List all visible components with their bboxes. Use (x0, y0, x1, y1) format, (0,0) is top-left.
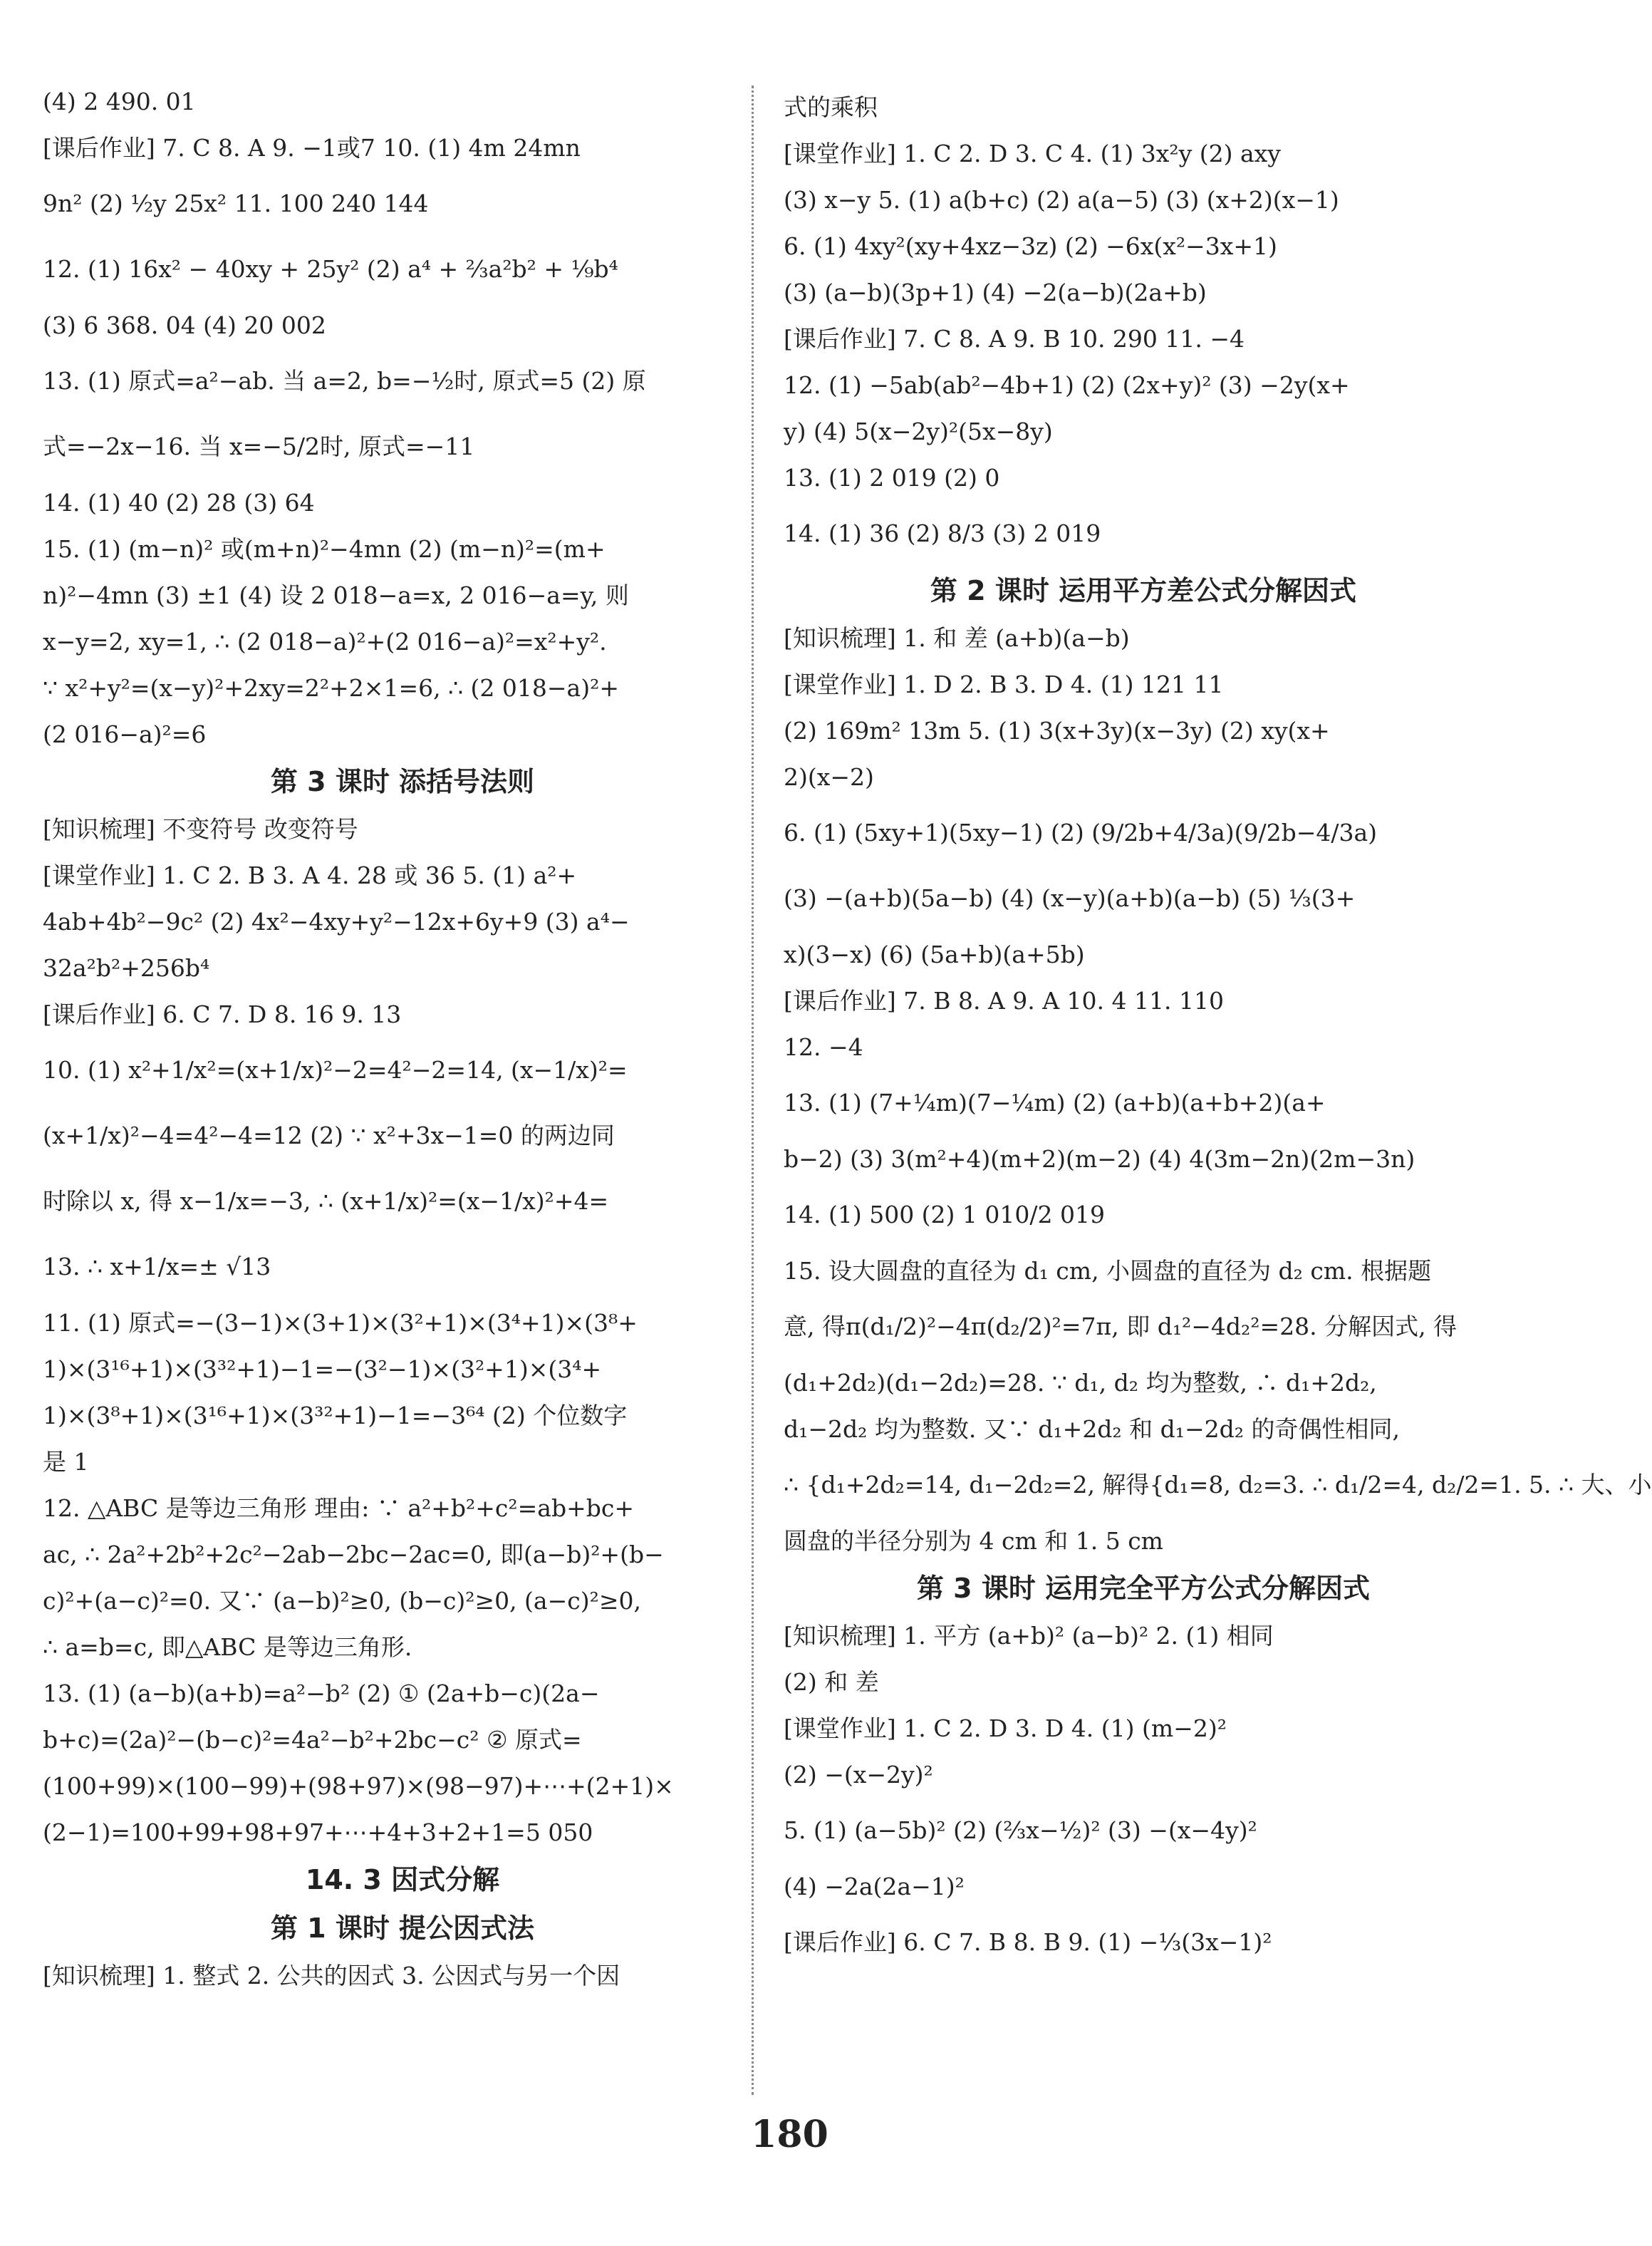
answer-line: 6. (1) (5xy+1)(5xy−1) (2) (9/2b+4/3a)(9/2b−4/3a) (784, 819, 1378, 847)
answer-line: 32a²b²+256b⁴ (43, 954, 210, 982)
answer-line: (2 016−a)²=6 (43, 720, 207, 748)
answer-line: (2) 169m² 13m 5. (1) 3(x+3y)(x−3y) (2) xy(x+ (784, 717, 1330, 745)
section-heading: 14. 3 因式分解 (305, 1864, 500, 1895)
answer-line: (x+1/x)²−4=4²−4=12 (2) ∵ x²+3x−1=0 的两边同 (43, 1122, 615, 1149)
answer-line: 1)×(3⁸+1)×(3¹⁶+1)×(3³²+1)−1=−3⁶⁴ (2) 个位数字 (43, 1402, 628, 1429)
answer-line: (3) x−y 5. (1) a(b+c) (2) a(a−5) (3) (x+2)(x−1) (784, 186, 1339, 214)
section-heading: 第 2 课时 运用平方差公式分解因式 (930, 575, 1357, 606)
answer-line: 13. (1) (a−b)(a+b)=a²−b² (2) ① (2a+b−c)(2a− (43, 1680, 600, 1707)
answer-line: 10. (1) x²+1/x²=(x+1/x)²−2=4²−2=14, (x−1/x)²= (43, 1056, 628, 1084)
answer-line: 13. (1) 2 019 (2) 0 (784, 464, 1000, 492)
answer-line: 12. (1) −5ab(ab²−4b+1) (2) (2x+y)² (3) −2y(x+ (784, 371, 1350, 399)
answer-line: (100+99)×(100−99)+(98+97)×(98−97)+⋯+(2+1)× (43, 1772, 674, 1800)
answer-line: ∵ x²+y²=(x−y)²+2xy=2²+2×1=6, ∴ (2 018−a)²+ (43, 674, 619, 702)
answer-line: 13. (1) (7+¼m)(7−¼m) (2) (a+b)(a+b+2)(a+ (784, 1089, 1326, 1117)
page-number: 180 (751, 2113, 828, 2156)
answer-line: (3) (a−b)(3p+1) (4) −2(a−b)(2a+b) (784, 279, 1207, 306)
answer-line: 时除以 x, 得 x−1/x=−3, ∴ (x+1/x)²=(x−1/x)²+4= (43, 1187, 609, 1215)
answer-line: [课堂作业] 1. D 2. B 3. D 4. (1) 121 11 (784, 671, 1224, 698)
answer-line: 意, 得π(d₁/2)²−4π(d₂/2)²=7π, 即 d₁²−4d₂²=28. 分解因式, 得 (784, 1313, 1458, 1340)
answer-line: [课堂作业] 1. C 2. B 3. A 4. 28 或 36 5. (1) a²+ (43, 861, 577, 889)
answer-line: 圆盘的半径分别为 4 cm 和 1. 5 cm (784, 1527, 1163, 1555)
answer-line: 14. (1) 40 (2) 28 (3) 64 (43, 489, 315, 517)
answer-line: ac, ∴ 2a²+2b²+2c²−2ab−2bc−2ac=0, 即(a−b)²+(b− (43, 1541, 664, 1568)
answer-line: (d₁+2d₂)(d₁−2d₂)=28. ∵ d₁, d₂ 均为整数, ∴ d₁+2d₂, (784, 1369, 1377, 1397)
answer-line: 12. △ABC 是等边三角形 理由: ∵ a²+b²+c²=ab+bc+ (43, 1494, 634, 1522)
answer-line: [知识梳理] 1. 和 差 (a+b)(a−b) (784, 624, 1130, 652)
right-column (784, 84, 1652, 1975)
answer-line: x)(3−x) (6) (5a+b)(a+5b) (784, 941, 1085, 968)
answer-line: x−y=2, xy=1, ∴ (2 018−a)²+(2 016−a)²=x²+y². (43, 628, 607, 656)
answer-line: 1)×(3¹⁶+1)×(3³²+1)−1=−(3²−1)×(3²+1)×(3⁴+ (43, 1355, 602, 1383)
answer-line: 12. −4 (784, 1033, 863, 1061)
answer-line: 13. ∴ x+1/x=± √13 (43, 1253, 271, 1280)
answer-line: d₁−2d₂ 均为整数. 又∵ d₁+2d₂ 和 d₁−2d₂ 的奇偶性相同, (784, 1415, 1400, 1443)
answer-line: [课后作业] 6. C 7. D 8. 16 9. 13 (43, 1000, 402, 1028)
answer-line: 15. (1) (m−n)² 或(m+n)²−4mn (2) (m−n)²=(m+ (43, 535, 606, 563)
answer-line: (2−1)=100+99+98+97+⋯+4+3+2+1=5 050 (43, 1818, 593, 1846)
answer-line: b−2) (3) 3(m²+4)(m+2)(m−2) (4) 4(3m−2n)(2m−3n) (784, 1145, 1415, 1173)
answer-line: (3) −(a+b)(5a−b) (4) (x−y)(a+b)(a−b) (5) ⅓(3+ (784, 884, 1356, 912)
answer-line: (4) 2 490. 01 (43, 88, 196, 115)
answer-line: 13. (1) 原式=a²−ab. 当 a=2, b=−½时, 原式=5 (2) 原 (43, 367, 646, 395)
answer-line: 12. (1) 16x² − 40xy + 25y² (2) a⁴ + ⅔a²b² + ⅑b⁴ (43, 255, 618, 283)
answer-line: 11. (1) 原式=−(3−1)×(3+1)×(3²+1)×(3⁴+1)×(3⁸+ (43, 1309, 638, 1337)
answer-line: 式的乘积 (784, 93, 878, 121)
answer-line: [课后作业] 7. C 8. A 9. B 10. 290 11. −4 (784, 325, 1245, 353)
section-heading: 第 3 课时 运用完全平方公式分解因式 (916, 1573, 1371, 1604)
answer-line: [课后作业] 6. C 7. B 8. B 9. (1) −⅓(3x−1)² (784, 1928, 1272, 1956)
answer-line: 9n² (2) ½y 25x² 11. 100 240 144 (43, 190, 429, 217)
answer-line: 是 1 (43, 1448, 89, 1476)
answer-line: 5. (1) (a−5b)² (2) (⅔x−½)² (3) −(x−4y)² (784, 1816, 1257, 1844)
answer-line: (3) 6 368. 04 (4) 20 002 (43, 311, 326, 339)
answer-line: [知识梳理] 不变符号 改变符号 (43, 815, 358, 843)
answer-line: 15. 设大圆盘的直径为 d₁ cm, 小圆盘的直径为 d₂ cm. 根据题 (784, 1257, 1432, 1285)
answer-line: [知识梳理] 1. 平方 (a+b)² (a−b)² 2. (1) 相同 (784, 1622, 1274, 1650)
answer-line: c)²+(a−c)²=0. 又∵ (a−b)²≥0, (b−c)²≥0, (a−c)²≥0, (43, 1587, 641, 1615)
answer-line: 4ab+4b²−9c² (2) 4x²−4xy+y²−12x+6y+9 (3) a⁴− (43, 908, 630, 936)
answer-line: 14. (1) 36 (2) 8/3 (3) 2 019 (784, 519, 1101, 547)
left-column (43, 78, 762, 1999)
answer-line: 2)(x−2) (784, 763, 874, 791)
answer-line: 14. (1) 500 (2) 1 010/2 019 (784, 1201, 1105, 1228)
answer-line: ∴ {d₁+2d₂=14, d₁−2d₂=2, 解得{d₁=8, d₂=3. ∴ d₁/2=4, d₂/2=1. 5. ∴ 大、小 (784, 1471, 1652, 1499)
answer-line: [知识梳理] 1. 整式 2. 公共的因式 3. 公因式与另一个因 (43, 1962, 620, 1989)
answer-line: (2) 和 差 (784, 1668, 879, 1696)
answer-line: [课堂作业] 1. C 2. D 3. D 4. (1) (m−2)² (784, 1714, 1227, 1742)
answer-line: ∴ a=b=c, 即△ABC 是等边三角形. (43, 1633, 412, 1661)
answer-line: [课后作业] 7. B 8. A 9. A 10. 4 11. 110 (784, 987, 1224, 1015)
answer-line: n)²−4mn (3) ±1 (4) 设 2 018−a=x, 2 016−a=y, 则 (43, 581, 629, 609)
answer-line: y) (4) 5(x−2y)²(5x−8y) (784, 418, 1053, 445)
answer-line: [课堂作业] 1. C 2. D 3. C 4. (1) 3x²y (2) axy (784, 140, 1281, 167)
section-heading: 第 1 课时 提公因式法 (270, 1913, 535, 1944)
answer-line: (4) −2a(2a−1)² (784, 1873, 965, 1900)
section-heading: 第 3 课时 添括号法则 (270, 766, 535, 797)
answer-line: b+c)=(2a)²−(b−c)²=4a²−b²+2bc−c² ② 原式= (43, 1726, 582, 1754)
answer-line: 式=−2x−16. 当 x=−5/2时, 原式=−11 (43, 433, 475, 460)
answer-line: (2) −(x−2y)² (784, 1761, 933, 1789)
answer-line: 6. (1) 4xy²(xy+4xz−3z) (2) −6x(x²−3x+1) (784, 232, 1277, 260)
answer-line: [课后作业] 7. C 8. A 9. −1或7 10. (1) 4m 24mn (43, 134, 581, 162)
